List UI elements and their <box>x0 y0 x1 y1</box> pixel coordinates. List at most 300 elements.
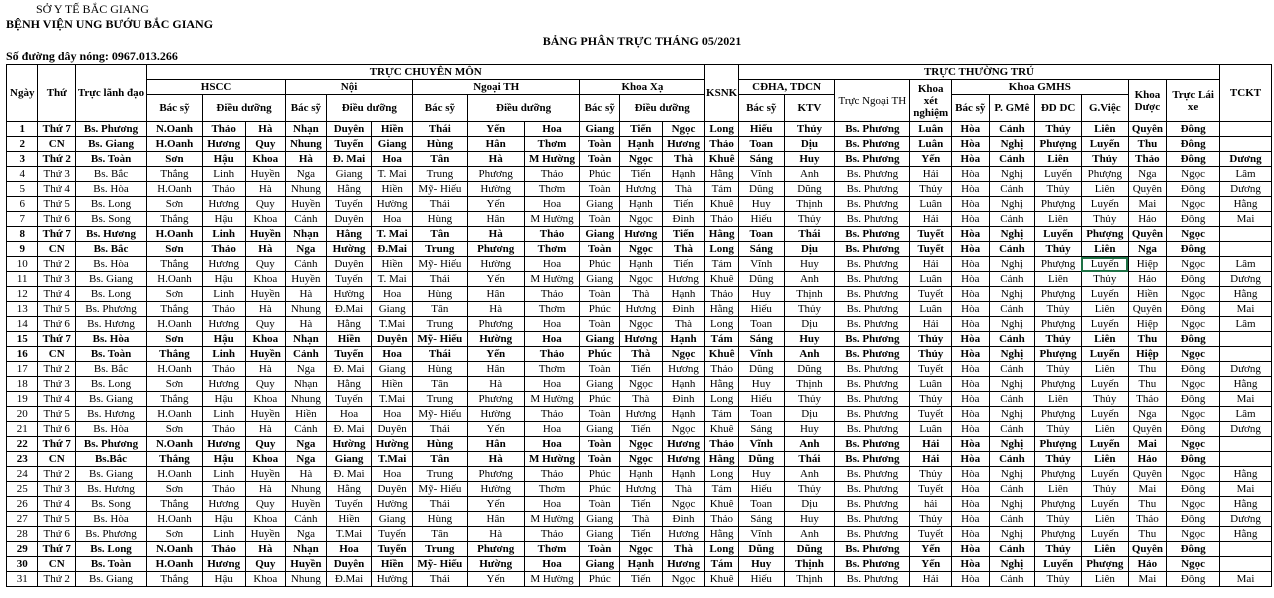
table-cell[interactable]: Hằng <box>326 227 372 242</box>
table-cell[interactable]: Thảo <box>202 242 245 257</box>
table-cell[interactable]: T.Mai <box>372 392 413 407</box>
table-cell[interactable]: T.Mai <box>326 527 372 542</box>
table-cell[interactable]: Thứ 2 <box>38 152 76 167</box>
table-cell[interactable]: Thứ 6 <box>38 527 76 542</box>
table-cell[interactable]: Tuyết <box>910 287 952 302</box>
table-cell[interactable]: Khuê <box>705 347 738 362</box>
table-cell[interactable]: Ngọc <box>620 542 663 557</box>
table-cell[interactable]: Mỹ- Hiếu <box>412 332 467 347</box>
table-cell[interactable]: 7 <box>7 212 38 227</box>
table-cell[interactable]: Toan <box>738 137 784 152</box>
table-cell[interactable]: Đông <box>1167 422 1220 437</box>
table-cell[interactable]: Bs. Phương <box>835 392 910 407</box>
table-cell[interactable]: Thịnh <box>784 557 835 572</box>
table-cell[interactable]: Khoa <box>245 572 286 587</box>
table-cell[interactable]: Nghị <box>989 407 1035 422</box>
table-cell[interactable]: Trung <box>412 392 467 407</box>
table-cell[interactable]: Dịu <box>784 497 835 512</box>
table-cell[interactable]: Hậu <box>202 212 245 227</box>
table-cell[interactable]: Giang <box>372 302 413 317</box>
table-cell[interactable]: Khoa <box>245 452 286 467</box>
table-cell[interactable]: Thảo <box>705 212 738 227</box>
table-cell[interactable]: Hoa <box>372 347 413 362</box>
table-cell[interactable]: Hải <box>910 257 952 272</box>
table-cell[interactable]: Hoa <box>524 377 580 392</box>
table-cell[interactable]: Thảo <box>202 542 245 557</box>
table-cell[interactable]: 6 <box>7 197 38 212</box>
table-cell[interactable]: Phương <box>467 542 524 557</box>
table-cell[interactable]: Hằng <box>705 377 738 392</box>
table-cell[interactable]: Bs. Song <box>76 497 147 512</box>
table-cell[interactable]: Phương <box>467 317 524 332</box>
table-cell[interactable]: Thảo <box>705 362 738 377</box>
table-cell[interactable]: 14 <box>7 317 38 332</box>
table-cell[interactable]: Hoa <box>524 422 580 437</box>
table-cell[interactable]: 17 <box>7 362 38 377</box>
table-cell[interactable]: Duyên <box>326 557 372 572</box>
table-cell[interactable]: Long <box>705 122 738 137</box>
table-cell[interactable]: Hảo <box>1128 452 1167 467</box>
table-cell[interactable]: Nghị <box>989 287 1035 302</box>
table-cell[interactable]: Thảo <box>524 467 580 482</box>
table-cell[interactable]: Nhạn <box>286 122 327 137</box>
table-cell[interactable]: Bs. Phương <box>835 557 910 572</box>
table-cell[interactable]: Hòa <box>952 302 990 317</box>
table-cell[interactable]: Phương <box>467 167 524 182</box>
table-cell[interactable]: H.Oanh <box>147 317 203 332</box>
table-cell[interactable]: Khuê <box>705 272 738 287</box>
table-cell[interactable]: N.Oanh <box>147 542 203 557</box>
table-cell[interactable]: Hương <box>620 182 663 197</box>
table-cell[interactable]: Dịu <box>784 137 835 152</box>
table-cell[interactable]: Hậu <box>202 512 245 527</box>
table-cell[interactable]: Bs. Phương <box>835 527 910 542</box>
table-cell[interactable]: Cảnh <box>989 332 1035 347</box>
table-cell[interactable]: 3 <box>7 152 38 167</box>
table-cell[interactable]: Luyến <box>1081 347 1128 362</box>
table-cell[interactable]: Ngọc <box>1167 197 1220 212</box>
table-cell[interactable]: Hằng <box>705 452 738 467</box>
table-cell[interactable]: Thịnh <box>784 572 835 587</box>
table-cell[interactable]: Sơn <box>147 422 203 437</box>
table-cell[interactable]: Toàn <box>580 407 620 422</box>
table-cell[interactable]: Đ.Mai <box>326 302 372 317</box>
table-cell[interactable]: Đông <box>1167 482 1220 497</box>
table-cell[interactable]: Ngọc <box>1167 497 1220 512</box>
table-cell[interactable]: Hằng <box>326 317 372 332</box>
table-cell[interactable]: Luyến <box>1081 287 1128 302</box>
table-cell[interactable]: Sơn <box>147 197 203 212</box>
table-cell[interactable]: 21 <box>7 422 38 437</box>
table-cell[interactable]: Hiền <box>372 122 413 137</box>
table-cell[interactable]: Tuyết <box>910 242 952 257</box>
table-cell[interactable]: Thủy <box>910 332 952 347</box>
table-cell[interactable]: Đông <box>1167 392 1220 407</box>
table-cell[interactable]: Nga <box>1128 242 1167 257</box>
table-cell[interactable]: Hường <box>372 497 413 512</box>
table-cell[interactable] <box>1220 452 1272 467</box>
table-cell[interactable]: Phượng <box>1035 467 1082 482</box>
table-cell[interactable]: Tân <box>412 152 467 167</box>
table-cell[interactable]: Hương <box>662 272 705 287</box>
table-cell[interactable]: Huyền <box>286 197 327 212</box>
table-cell[interactable]: Mỹ- Hiếu <box>412 182 467 197</box>
table-cell[interactable]: Bs. Phương <box>835 422 910 437</box>
table-cell[interactable]: Vĩnh <box>738 527 784 542</box>
table-cell[interactable]: H.Oanh <box>147 407 203 422</box>
table-cell[interactable]: Thứ 5 <box>38 407 76 422</box>
table-cell[interactable]: Tám <box>705 557 738 572</box>
table-cell[interactable]: Hạnh <box>620 257 663 272</box>
table-cell[interactable]: Liên <box>1081 182 1128 197</box>
table-cell[interactable]: Nhạn <box>286 542 327 557</box>
table-cell[interactable]: Thứ 5 <box>38 512 76 527</box>
table-cell[interactable]: Thảo <box>705 437 738 452</box>
table-cell[interactable]: Thủy <box>784 482 835 497</box>
table-cell[interactable]: Nghị <box>989 497 1035 512</box>
table-cell[interactable]: Linh <box>202 407 245 422</box>
table-cell[interactable]: Luân <box>910 197 952 212</box>
table-cell[interactable]: Thứ 3 <box>38 167 76 182</box>
table-cell[interactable]: 24 <box>7 467 38 482</box>
table-cell[interactable]: Hương <box>662 137 705 152</box>
table-cell[interactable]: Thơm <box>524 137 580 152</box>
table-cell[interactable]: H.Oanh <box>147 362 203 377</box>
table-cell[interactable]: H.Oanh <box>147 512 203 527</box>
table-cell[interactable]: Duyên <box>372 332 413 347</box>
table-cell[interactable]: Cảnh <box>989 422 1035 437</box>
table-cell[interactable]: Giang <box>326 452 372 467</box>
table-cell[interactable]: Hòa <box>952 422 990 437</box>
table-cell[interactable]: Linh <box>202 467 245 482</box>
table-cell[interactable]: Tuyến <box>326 497 372 512</box>
table-cell[interactable]: 4 <box>7 167 38 182</box>
table-cell[interactable]: Thủy <box>1035 362 1082 377</box>
table-cell[interactable]: Nghị <box>989 377 1035 392</box>
table-cell[interactable]: Đông <box>1167 572 1220 587</box>
table-cell[interactable]: Bs. Phương <box>835 122 910 137</box>
table-cell[interactable]: Bs. Phương <box>76 122 147 137</box>
table-cell[interactable]: Hương <box>620 482 663 497</box>
table-cell[interactable]: Thà <box>662 482 705 497</box>
table-cell[interactable]: Hải <box>910 452 952 467</box>
table-cell[interactable]: H.Oanh <box>147 272 203 287</box>
table-cell[interactable]: Hiếu <box>738 392 784 407</box>
table-cell[interactable]: Bs. Long <box>76 197 147 212</box>
table-cell[interactable]: 30 <box>7 557 38 572</box>
table-cell[interactable]: Phượng <box>1081 557 1128 572</box>
table-cell[interactable]: Liên <box>1081 512 1128 527</box>
table-cell[interactable]: Khuê <box>705 572 738 587</box>
table-cell[interactable]: Huyền <box>245 467 286 482</box>
table-cell[interactable]: Bs. Phương <box>835 497 910 512</box>
table-cell[interactable] <box>1220 347 1272 362</box>
table-cell[interactable]: Bs. Phương <box>835 137 910 152</box>
table-cell[interactable]: Dịu <box>784 242 835 257</box>
table-cell[interactable]: Cảnh <box>989 362 1035 377</box>
table-cell[interactable]: Thứ 3 <box>38 377 76 392</box>
table-cell[interactable]: Quyên <box>1128 422 1167 437</box>
table-cell[interactable]: Ngọc <box>1167 227 1220 242</box>
table-cell[interactable]: Nghị <box>989 527 1035 542</box>
table-cell[interactable]: Thắng <box>147 572 203 587</box>
table-cell[interactable]: Linh <box>202 227 245 242</box>
table-cell[interactable]: Thủy <box>910 347 952 362</box>
table-cell[interactable]: 22 <box>7 437 38 452</box>
table-cell[interactable]: Giang <box>372 137 413 152</box>
table-cell[interactable]: Phúc <box>580 392 620 407</box>
table-cell[interactable]: Hương <box>620 407 663 422</box>
table-cell[interactable]: Hạnh <box>620 557 663 572</box>
table-cell[interactable]: Đông <box>1167 122 1220 137</box>
table-cell[interactable]: Hương <box>202 377 245 392</box>
table-cell[interactable]: Thu <box>1128 497 1167 512</box>
table-cell[interactable]: 15 <box>7 332 38 347</box>
table-cell[interactable]: Hòa <box>952 287 990 302</box>
table-cell[interactable]: Thảo <box>705 512 738 527</box>
table-cell[interactable]: Sơn <box>147 332 203 347</box>
table-cell[interactable]: Ngọc <box>1167 167 1220 182</box>
table-cell[interactable]: Hậu <box>202 392 245 407</box>
table-cell[interactable]: Phượng <box>1035 527 1082 542</box>
table-cell[interactable]: Thứ 7 <box>38 542 76 557</box>
table-cell[interactable]: Hường <box>467 257 524 272</box>
table-cell[interactable]: Luyến <box>1035 557 1082 572</box>
table-cell[interactable]: Ngọc <box>662 422 705 437</box>
table-cell[interactable]: Cảnh <box>286 512 327 527</box>
table-cell[interactable]: Thà <box>662 182 705 197</box>
table-cell[interactable]: Nhung <box>286 137 327 152</box>
table-cell[interactable]: Sáng <box>738 512 784 527</box>
table-cell[interactable]: Sơn <box>147 242 203 257</box>
table-cell[interactable]: Hương <box>662 362 705 377</box>
table-cell[interactable]: Hoa <box>372 212 413 227</box>
table-cell[interactable] <box>1220 437 1272 452</box>
table-cell[interactable]: Tân <box>412 452 467 467</box>
table-cell[interactable]: Thủy <box>910 392 952 407</box>
table-cell[interactable]: H.Oanh <box>147 227 203 242</box>
table-cell[interactable]: Duyên <box>326 122 372 137</box>
table-cell[interactable]: Bs. Hương <box>76 482 147 497</box>
table-cell[interactable]: Huy <box>738 467 784 482</box>
table-cell[interactable]: Tiến <box>662 197 705 212</box>
table-cell[interactable]: Hiệp <box>1128 317 1167 332</box>
table-cell[interactable]: Cảnh <box>286 257 327 272</box>
table-cell[interactable]: Nghị <box>989 137 1035 152</box>
table-cell[interactable]: Thu <box>1128 362 1167 377</box>
table-cell[interactable] <box>1220 227 1272 242</box>
table-cell[interactable]: Thà <box>620 287 663 302</box>
table-cell[interactable]: Tám <box>705 257 738 272</box>
table-cell[interactable]: Hoa <box>524 557 580 572</box>
table-cell[interactable]: Nga <box>286 437 327 452</box>
table-cell[interactable]: Ngọc <box>662 122 705 137</box>
table-cell[interactable]: Hạnh <box>662 467 705 482</box>
table-cell[interactable]: Hiền <box>372 182 413 197</box>
table-cell[interactable]: Thắng <box>147 302 203 317</box>
table-cell[interactable]: Trung <box>412 542 467 557</box>
table-cell[interactable]: Tuyết <box>910 407 952 422</box>
table-cell[interactable]: Huyền <box>245 167 286 182</box>
table-cell[interactable]: Quy <box>245 377 286 392</box>
table-cell[interactable]: Hậu <box>202 452 245 467</box>
table-cell[interactable]: Thảo <box>202 422 245 437</box>
table-cell[interactable]: Quyên <box>1128 122 1167 137</box>
table-cell[interactable]: Tiến <box>662 227 705 242</box>
table-cell[interactable]: Dũng <box>784 542 835 557</box>
table-cell[interactable]: Toan <box>738 497 784 512</box>
table-cell[interactable]: Luyến <box>1081 317 1128 332</box>
table-cell[interactable]: Toan <box>738 317 784 332</box>
table-cell[interactable]: Hằng <box>705 302 738 317</box>
table-cell[interactable]: Huy <box>738 197 784 212</box>
table-cell[interactable]: Hùng <box>412 137 467 152</box>
table-cell[interactable]: Hòa <box>952 167 990 182</box>
table-cell[interactable]: Lâm <box>1220 167 1272 182</box>
table-cell[interactable]: Hằng <box>1220 497 1272 512</box>
table-cell[interactable]: T. Mai <box>372 272 413 287</box>
table-cell[interactable]: Hậu <box>202 572 245 587</box>
table-cell[interactable]: Hương <box>202 437 245 452</box>
table-cell[interactable]: Mai <box>1128 197 1167 212</box>
table-cell[interactable]: Hà <box>245 122 286 137</box>
table-cell[interactable]: Thảo <box>202 122 245 137</box>
table-cell[interactable]: Cảnh <box>989 542 1035 557</box>
table-cell[interactable]: Nga <box>1128 407 1167 422</box>
table-cell[interactable]: Anh <box>784 467 835 482</box>
table-cell[interactable]: Hòa <box>952 272 990 287</box>
table-cell[interactable]: Hạnh <box>620 467 663 482</box>
table-cell[interactable]: Bs. Phương <box>835 197 910 212</box>
table-cell[interactable]: Ngọc <box>1167 407 1220 422</box>
table-cell[interactable]: Đinh <box>662 512 705 527</box>
table-cell[interactable]: Cảnh <box>286 347 327 362</box>
table-cell[interactable]: Cảnh <box>989 512 1035 527</box>
table-cell[interactable]: Khoa <box>245 272 286 287</box>
table-cell[interactable]: Thủy <box>1035 182 1082 197</box>
table-cell[interactable]: Hân <box>467 287 524 302</box>
table-cell[interactable]: Hường <box>326 437 372 452</box>
table-cell[interactable]: Bs. Hương <box>76 407 147 422</box>
table-cell[interactable]: Bs. Phương <box>76 302 147 317</box>
table-cell[interactable]: Thủy <box>910 467 952 482</box>
table-cell[interactable]: Linh <box>202 287 245 302</box>
table-cell[interactable]: Hạnh <box>662 377 705 392</box>
table-cell[interactable]: Vĩnh <box>738 167 784 182</box>
table-cell[interactable]: Thắng <box>147 167 203 182</box>
table-cell[interactable]: Toàn <box>580 242 620 257</box>
table-cell[interactable]: Long <box>705 467 738 482</box>
table-cell[interactable]: Toàn <box>580 212 620 227</box>
table-cell[interactable]: Bs. Hòa <box>76 422 147 437</box>
table-cell[interactable]: Phượng <box>1035 197 1082 212</box>
table-cell[interactable]: Nghị <box>989 257 1035 272</box>
table-cell[interactable]: Hòa <box>952 182 990 197</box>
table-cell[interactable]: Thảo <box>1128 152 1167 167</box>
table-cell[interactable]: Hằng <box>705 227 738 242</box>
table-cell[interactable]: 26 <box>7 497 38 512</box>
table-cell[interactable]: Đông <box>1167 212 1220 227</box>
table-cell[interactable]: Hường <box>372 437 413 452</box>
table-cell[interactable]: Thứ 5 <box>38 197 76 212</box>
table-cell[interactable]: 11 <box>7 272 38 287</box>
table-cell[interactable]: Hoa <box>372 467 413 482</box>
table-cell[interactable]: Hoa <box>524 257 580 272</box>
table-cell[interactable]: Nhung <box>286 482 327 497</box>
table-cell[interactable]: Thủy <box>910 182 952 197</box>
table-cell[interactable]: Thủy <box>1035 512 1082 527</box>
table-cell[interactable]: Quy <box>245 257 286 272</box>
table-cell[interactable]: Thái <box>412 122 467 137</box>
table-cell[interactable]: Huy <box>784 422 835 437</box>
table-cell[interactable]: Ngọc <box>620 317 663 332</box>
table-cell[interactable]: Hường <box>372 197 413 212</box>
table-cell[interactable]: Mai <box>1220 572 1272 587</box>
table-cell[interactable]: Trung <box>412 467 467 482</box>
table-cell[interactable]: Giang <box>580 512 620 527</box>
table-cell[interactable]: Giang <box>580 557 620 572</box>
table-cell[interactable]: Phúc <box>580 257 620 272</box>
table-cell[interactable]: Thắng <box>147 452 203 467</box>
table-cell[interactable]: Hân <box>467 137 524 152</box>
table-cell[interactable]: Hòa <box>952 467 990 482</box>
table-cell[interactable]: Phượng <box>1035 347 1082 362</box>
table-cell[interactable]: Dũng <box>784 182 835 197</box>
table-cell[interactable]: Hải <box>910 437 952 452</box>
table-cell[interactable]: Thảo <box>524 527 580 542</box>
table-cell[interactable]: Ngọc <box>1167 317 1220 332</box>
table-cell[interactable]: Phượng <box>1035 497 1082 512</box>
table-cell[interactable]: Giang <box>580 227 620 242</box>
table-cell[interactable]: Mai <box>1220 212 1272 227</box>
table-cell[interactable]: Luyến <box>1035 227 1082 242</box>
table-cell[interactable]: Quy <box>245 557 286 572</box>
table-cell[interactable]: Thủy <box>1081 392 1128 407</box>
table-cell[interactable]: Yến <box>467 122 524 137</box>
table-cell[interactable]: Bs. Giang <box>76 572 147 587</box>
table-cell[interactable]: Thu <box>1128 527 1167 542</box>
table-cell[interactable]: Hường <box>467 482 524 497</box>
table-cell[interactable]: Luyến <box>1081 497 1128 512</box>
table-cell[interactable]: 8 <box>7 227 38 242</box>
table-cell[interactable]: Hòa <box>952 362 990 377</box>
table-cell[interactable]: Quyên <box>1128 467 1167 482</box>
table-cell[interactable]: Hạnh <box>662 287 705 302</box>
table-cell[interactable]: Bs. Phương <box>835 302 910 317</box>
table-cell[interactable]: Hảo <box>1128 272 1167 287</box>
table-cell[interactable]: Bs. Toàn <box>76 557 147 572</box>
table-cell[interactable]: Hằng <box>1220 467 1272 482</box>
table-cell[interactable]: Phúc <box>580 467 620 482</box>
table-cell[interactable]: Hòa <box>952 257 990 272</box>
table-cell[interactable]: Bs. Phương <box>835 212 910 227</box>
table-cell[interactable]: Thủy <box>1081 152 1128 167</box>
table-cell[interactable]: Anh <box>784 167 835 182</box>
table-cell[interactable]: Hà <box>245 542 286 557</box>
table-cell[interactable]: Bs. Hòa <box>76 182 147 197</box>
table-cell[interactable]: M Hường <box>524 392 580 407</box>
table-cell[interactable]: Thái <box>412 197 467 212</box>
table-cell[interactable]: Hiền <box>286 407 327 422</box>
table-cell[interactable]: Thứ 5 <box>38 302 76 317</box>
table-cell[interactable]: Thủy <box>910 512 952 527</box>
table-cell[interactable]: Bs. Phương <box>835 377 910 392</box>
table-cell[interactable]: Luyến <box>1081 407 1128 422</box>
table-cell[interactable]: Bs. Giang <box>76 137 147 152</box>
table-cell[interactable]: Đông <box>1167 302 1220 317</box>
table-cell[interactable]: Bs. Phương <box>835 572 910 587</box>
table-cell[interactable]: Bs. Toàn <box>76 152 147 167</box>
